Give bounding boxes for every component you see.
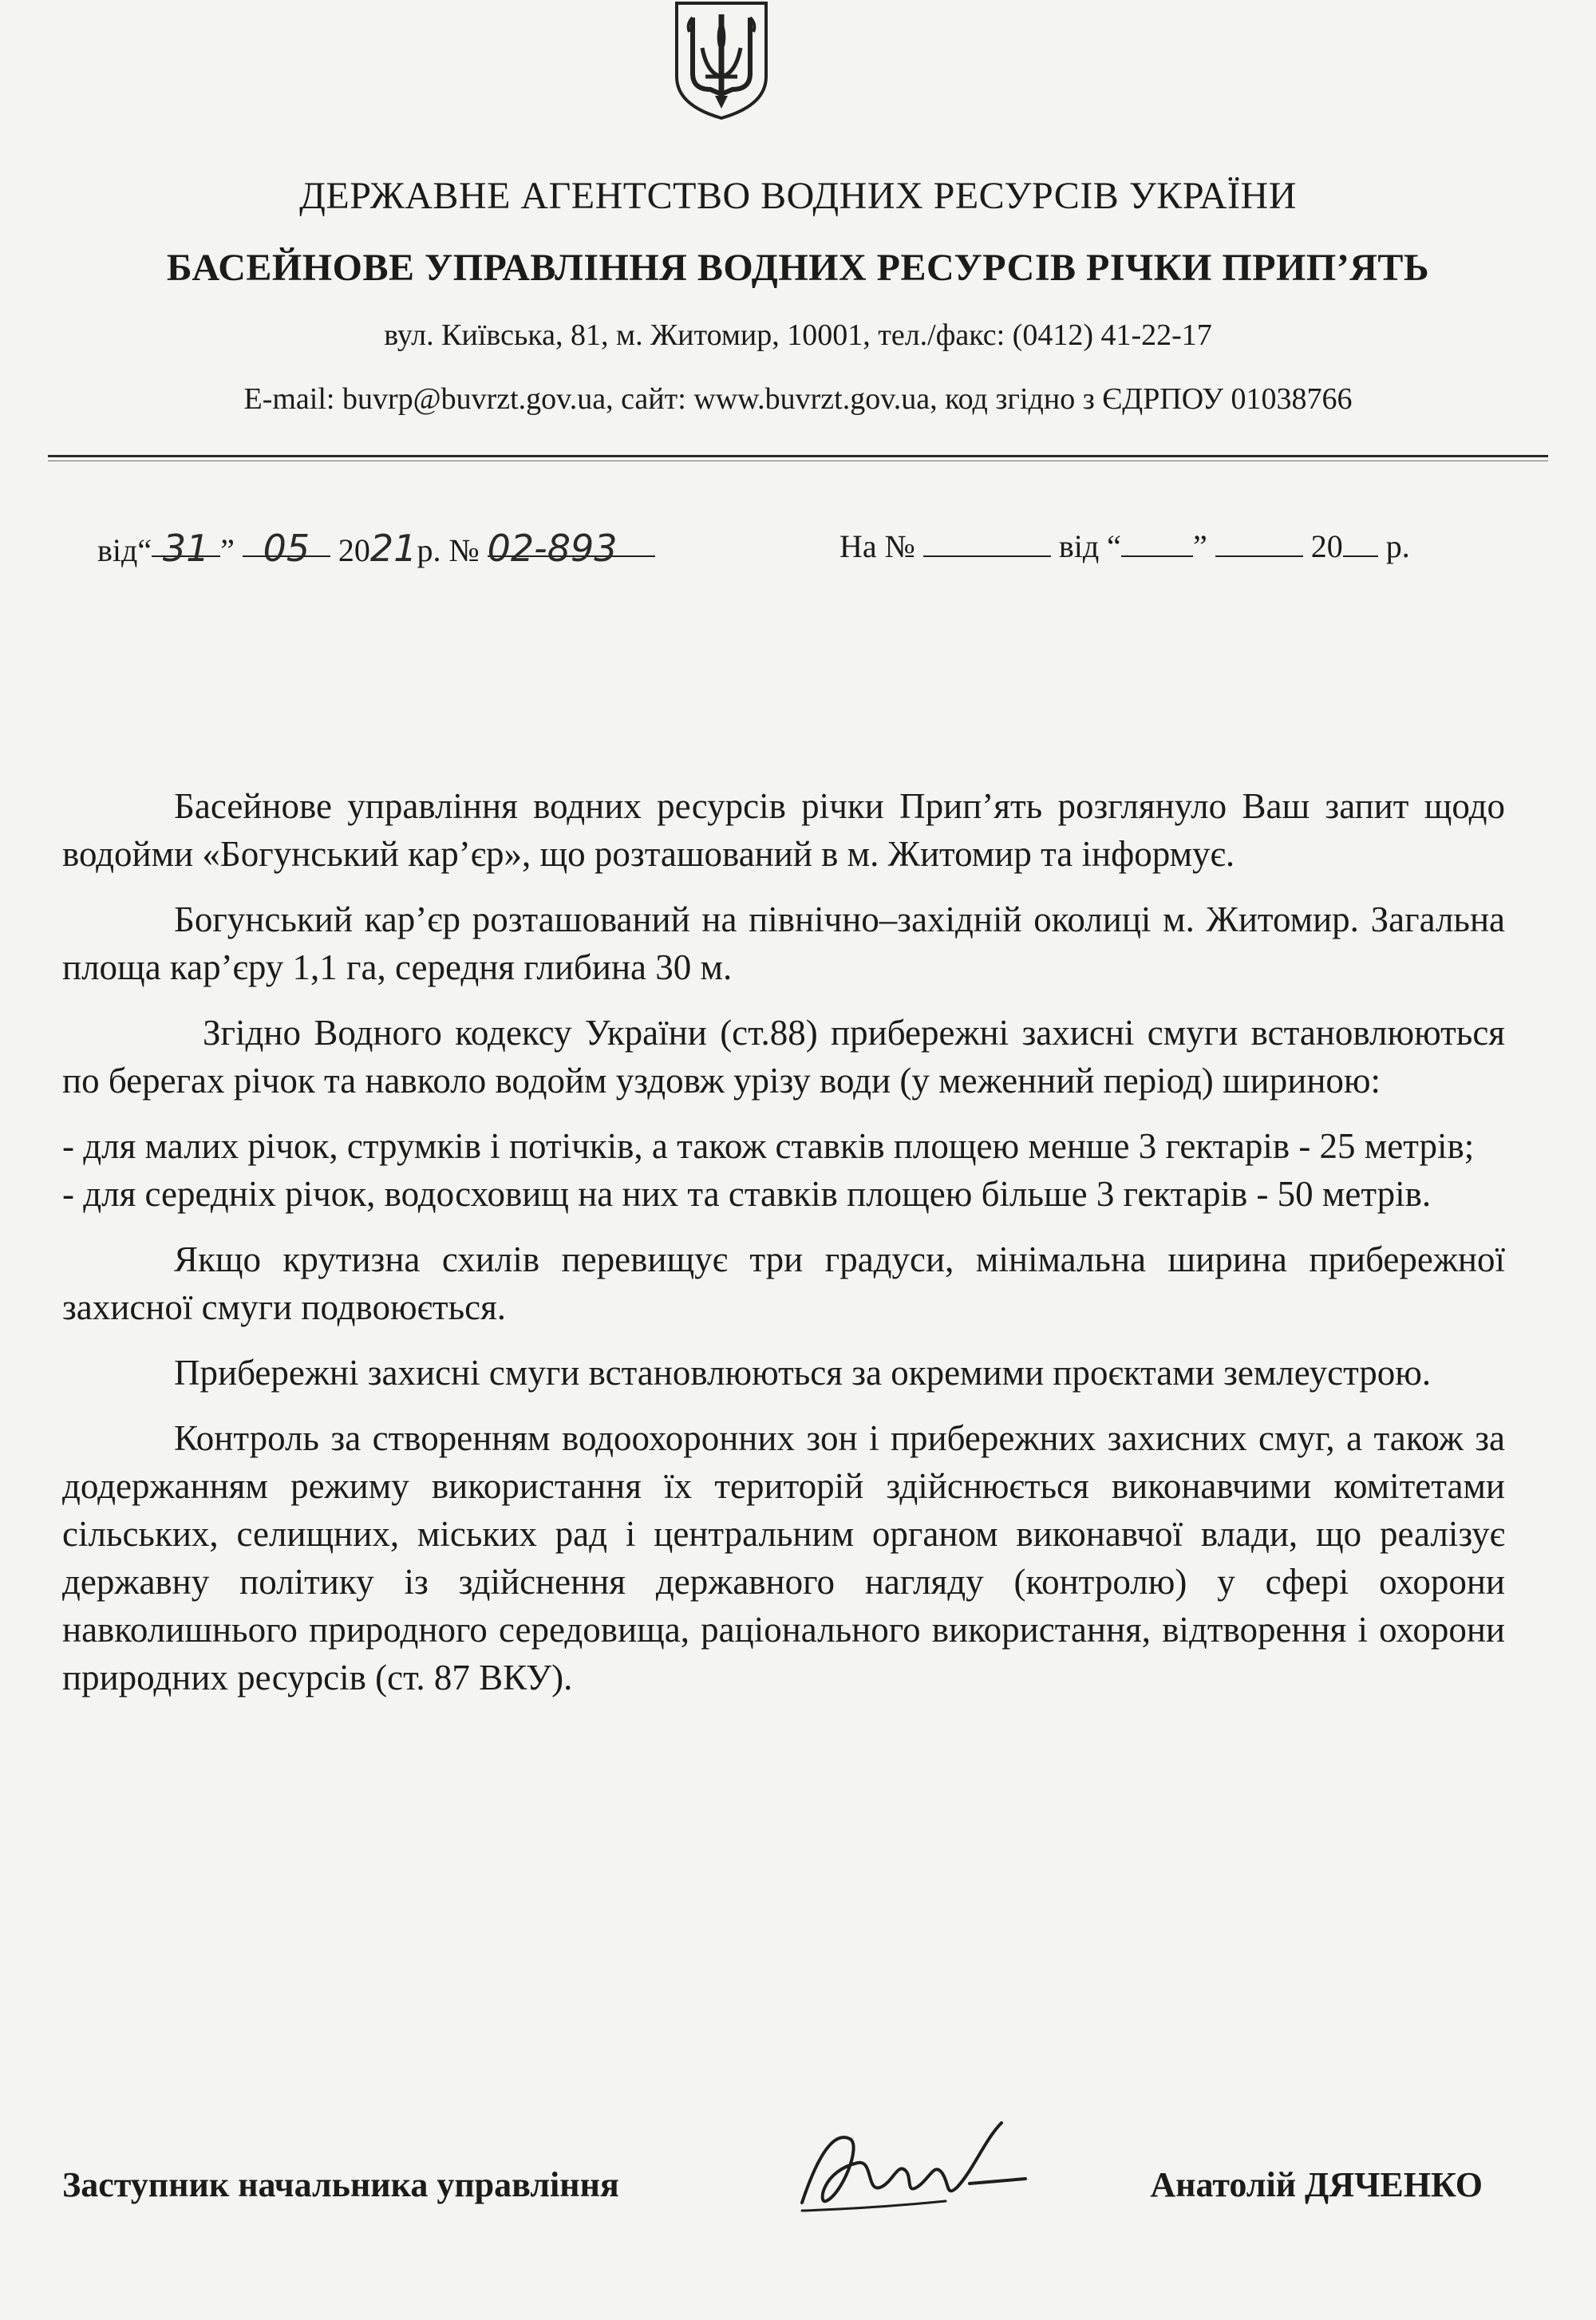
signatory-title: Заступник начальника управління [62, 2165, 619, 2204]
outgoing-registration: від“ 31 ” 05 2021р. № 02-893 [97, 527, 655, 570]
paragraph-slope: Якщо крутизна схилів перевищує три градуси, мінімальна ширина прибережної захисної смуги подвоюється. [62, 1239, 1505, 1327]
date-day: 31 [162, 527, 210, 570]
reply-number-blank [923, 527, 1051, 557]
paragraph-control: Контроль за створенням водоохоронних зон і прибережних захисних смуг, а також за додержанням режиму використання їх територій здійснюється виконавчими комітетами сільських, селищних, міських рад і центральним органом виконавчої влади, що реалізує державну політику із здійснення державного нагляду (контролю) у сфері охорони навколишнього природного середовища, раціонального використання, відтворення і охорони природних ресурсів (ст. 87 ВКУ). [62, 1418, 1505, 1698]
paragraph-land-projects: Прибережні захисні смуги встановлюються за окремими проєктами землеустрою. [174, 1353, 1432, 1393]
signature-mark [786, 2107, 1049, 2227]
paragraph-quarry-info: Богунський кар’єр розташований на північно–західній околиці м. Житомир. Загальна площа кар’єру 1,1 га, середня глибина 30 м. [62, 899, 1505, 987]
letterhead-divider [48, 455, 1548, 457]
office-address: вул. Київська, 81, м. Житомир, 10001, тел./факс: (0412) 41-22-17 [384, 318, 1212, 352]
letterhead-divider-thin [48, 460, 1548, 461]
letter-body [62, 782, 1505, 1719]
trident-emblem-icon [670, 0, 772, 120]
office-name: БАСЕЙНОВЕ УПРАВЛІННЯ ВОДНИХ РЕСУРСІВ РІЧКИ ПРИП’ЯТЬ [166, 247, 1430, 289]
paragraph-water-code: Згідно Водного кодексу України (ст.88) прибережні захисні смуги встановлюються по берегах річок та навколо водойм уздовж урізу води (у меженний період) шириною: [62, 1013, 1505, 1101]
date-month: 05 [263, 527, 310, 570]
incoming-reference: На № від “ ” 20 р. [839, 528, 1410, 564]
reply-month-blank [1215, 527, 1303, 557]
reply-day-blank [1121, 527, 1193, 557]
reply-label: На № [839, 528, 915, 564]
signatory-name: Анатолій ДЯЧЕНКО [1150, 2165, 1483, 2204]
office-contacts: E-mail: buvrp@buvrzt.gov.ua, сайт: www.buvrzt.gov.ua, код згідно з ЄДРПОУ 01038766 [243, 382, 1353, 416]
reply-year-blank [1343, 527, 1378, 557]
paragraph-request: Басейнове управління водних ресурсів річки Прип’ять розглянуло Ваш запит щодо водойми «Богунський кар’єр», що розташований в м. Житомир та інформує. [62, 786, 1505, 874]
date-year: 21 [369, 527, 417, 570]
list-item-small-rivers: - для малих річок, струмків і потічків, а також ставків площею менше 3 гектарів - 25 метрів; [62, 1126, 1475, 1166]
outgoing-number: 02-893 [487, 527, 618, 570]
list-item-medium-rivers: - для середніх річок, водосховищ на них та ставків площею більше 3 гектарів - 50 метрів. [62, 1174, 1432, 1214]
agency-name: ДЕРЖАВНЕ АГЕНТСТВО ВОДНИХ РЕСУРСІВ УКРАЇНИ [299, 175, 1297, 217]
from-label: від [97, 532, 138, 568]
